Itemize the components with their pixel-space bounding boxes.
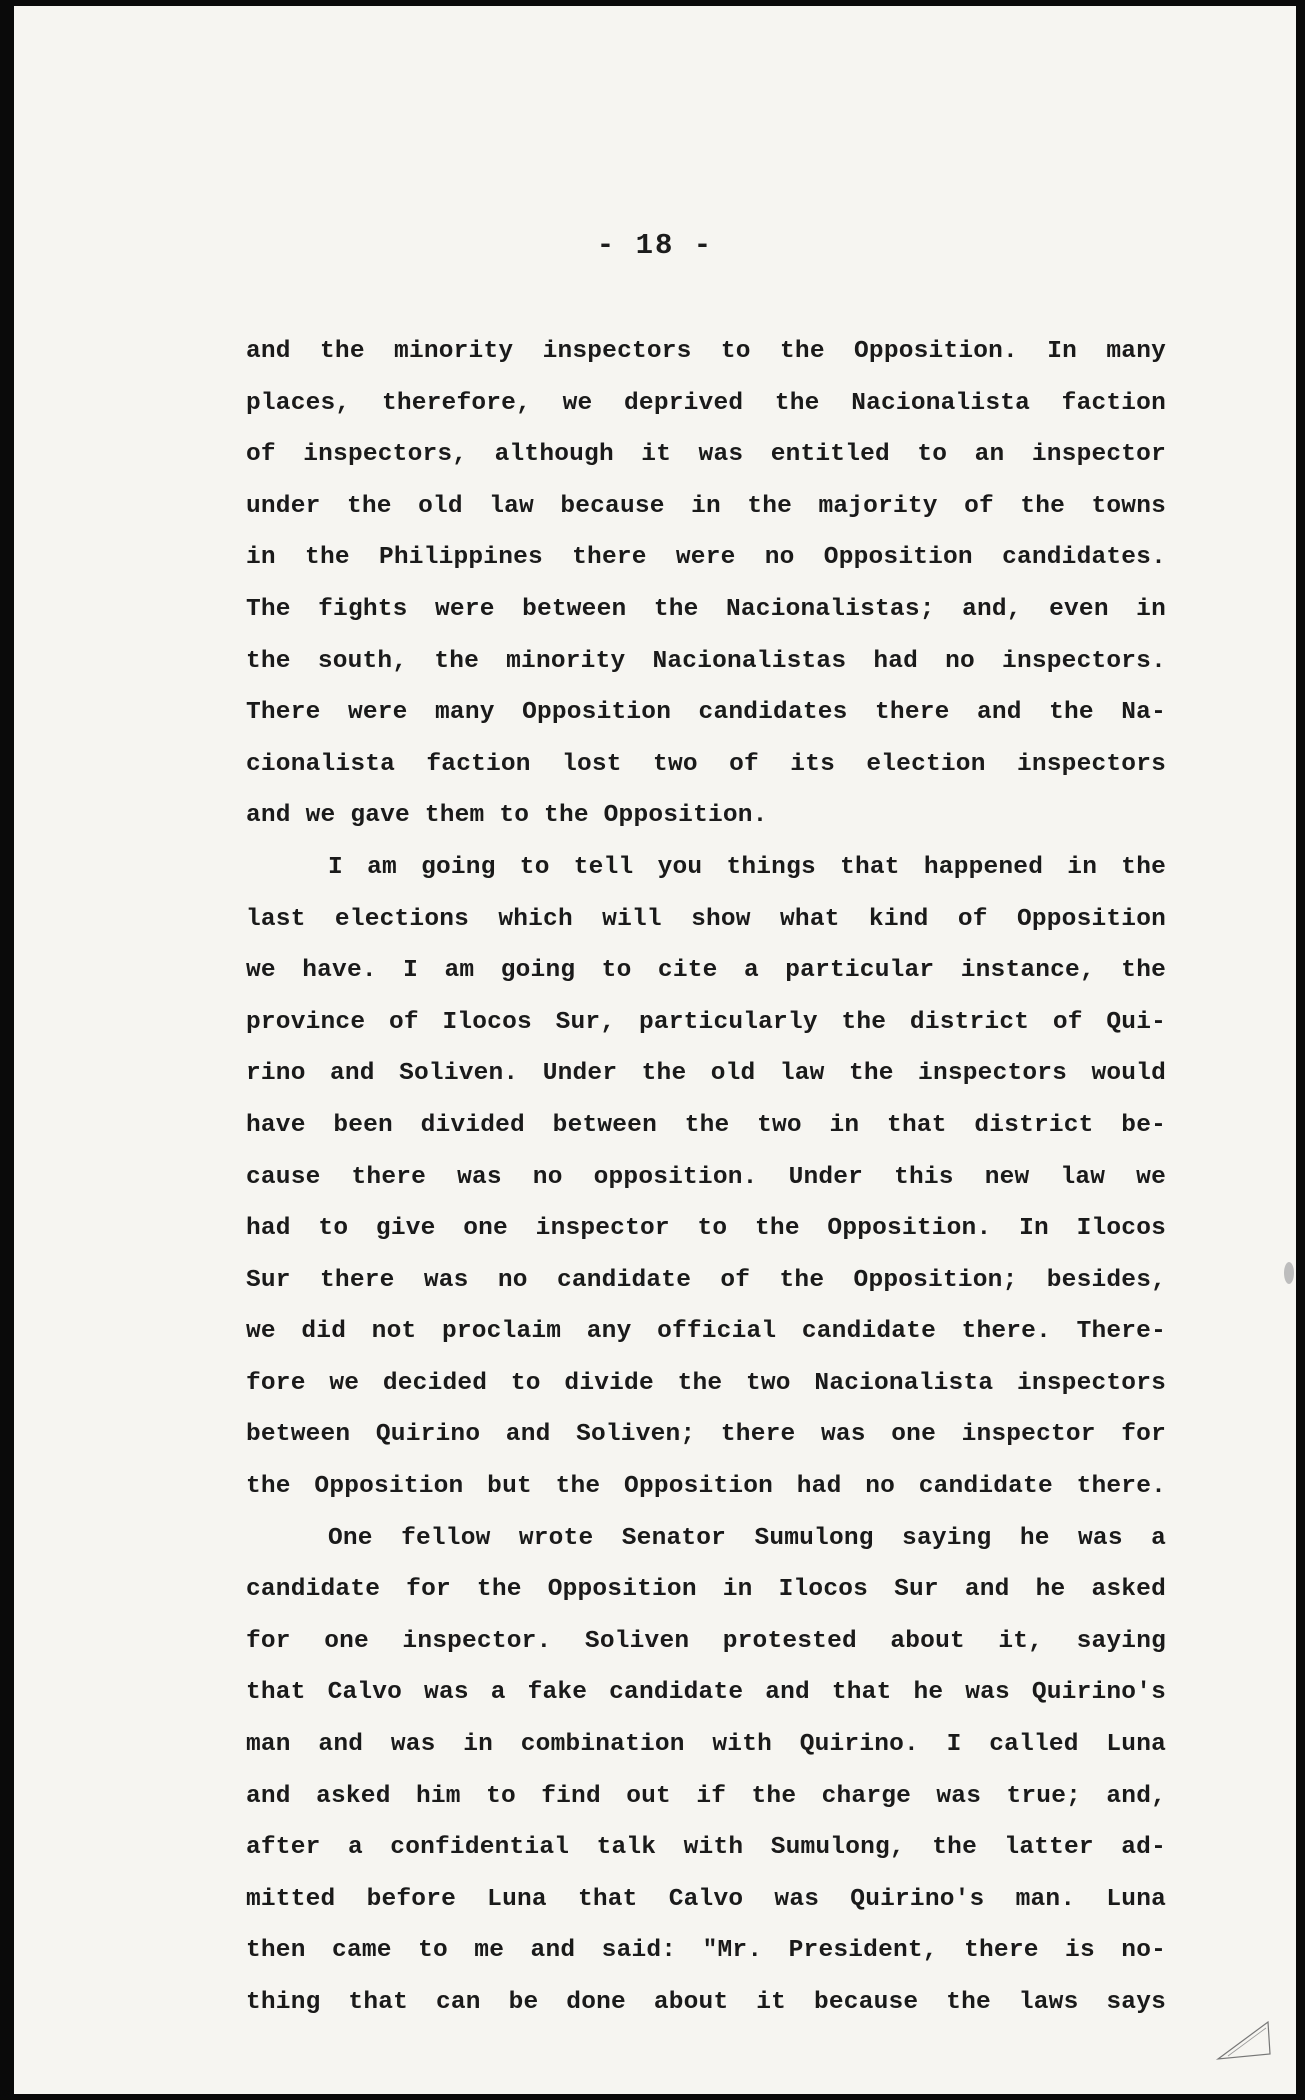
body-text [246,326,1166,2029]
text-line: cause there was no opposition. Under this new law we [246,1163,1166,1191]
punch-hole-mark [1284,1262,1294,1284]
text-line: we have. I am going to cite a particular instance, the [246,957,1166,985]
text-line: between Quirino and Soliven; there was one inspector for [246,1421,1166,1449]
text-line: have been divided between the two in that district be- [246,1111,1166,1139]
text-line: of inspectors, although it was entitled to an inspector [246,441,1166,469]
text-line: for one inspector. Soliven protested about it, saying [246,1627,1166,1655]
text-line: thing that can be done about it because the laws says [246,1989,1166,2016]
text-line: had to give one inspector to the Opposition. In Ilocos [246,1215,1166,1243]
text-line: The fights were between the Nacionalistas; and, even in [246,595,1166,623]
text-line: that Calvo was a fake candidate and that he was Quirino's [246,1679,1166,1707]
page-number: - 18 - [596,229,714,262]
text-line: in the Philippines there were no Opposition candidates. [246,544,1166,572]
text-line: the south, the minority Nacionalistas had no inspectors. [246,647,1166,675]
text-line: rino and Soliven. Under the old law the inspectors would [246,1060,1166,1088]
text-line: last elections which will show what kind of Opposition [246,905,1166,933]
text-line: we did not proclaim any official candidate there. There- [246,1318,1166,1346]
text-line: province of Ilocos Sur, particularly the district of Qui- [246,1008,1166,1036]
text-line: mitted before Luna that Calvo was Quirino's man. Luna [246,1885,1166,1913]
document-page [14,6,1296,2094]
text-line: I am going to tell you things that happened in the [328,853,1166,881]
text-line: fore we decided to divide the two Nacionalista inspectors [246,1369,1166,1397]
text-line: Sur there was no candidate of the Opposition; besides, [246,1266,1166,1294]
torn-corner-mark [1208,2014,1278,2064]
text-line: There were many Opposition candidates there and the Na- [246,699,1166,727]
text-line: the Opposition but the Opposition had no candidate there. [246,1473,1166,1501]
text-line: and the minority inspectors to the Opposition. In many [246,338,1166,365]
text-line: man and was in combination with Quirino. I called Luna [246,1731,1166,1759]
text-line: places, therefore, we deprived the Nacionalista faction [246,389,1166,417]
text-line: and we gave them to the Opposition. [246,802,768,830]
text-line: and asked him to find out if the charge was true; and, [246,1782,1166,1810]
text-line: then came to me and said: "Mr. President, there is no- [246,1937,1166,1965]
text-line: after a confidential talk with Sumulong, the latter ad- [246,1834,1166,1862]
text-line: One fellow wrote Senator Sumulong saying he was a [328,1524,1166,1552]
text-line: under the old law because in the majority of the towns [246,492,1166,520]
text-line: cionalista faction lost two of its election inspectors [246,750,1166,778]
text-line: candidate for the Opposition in Ilocos Sur and he asked [246,1576,1166,1604]
